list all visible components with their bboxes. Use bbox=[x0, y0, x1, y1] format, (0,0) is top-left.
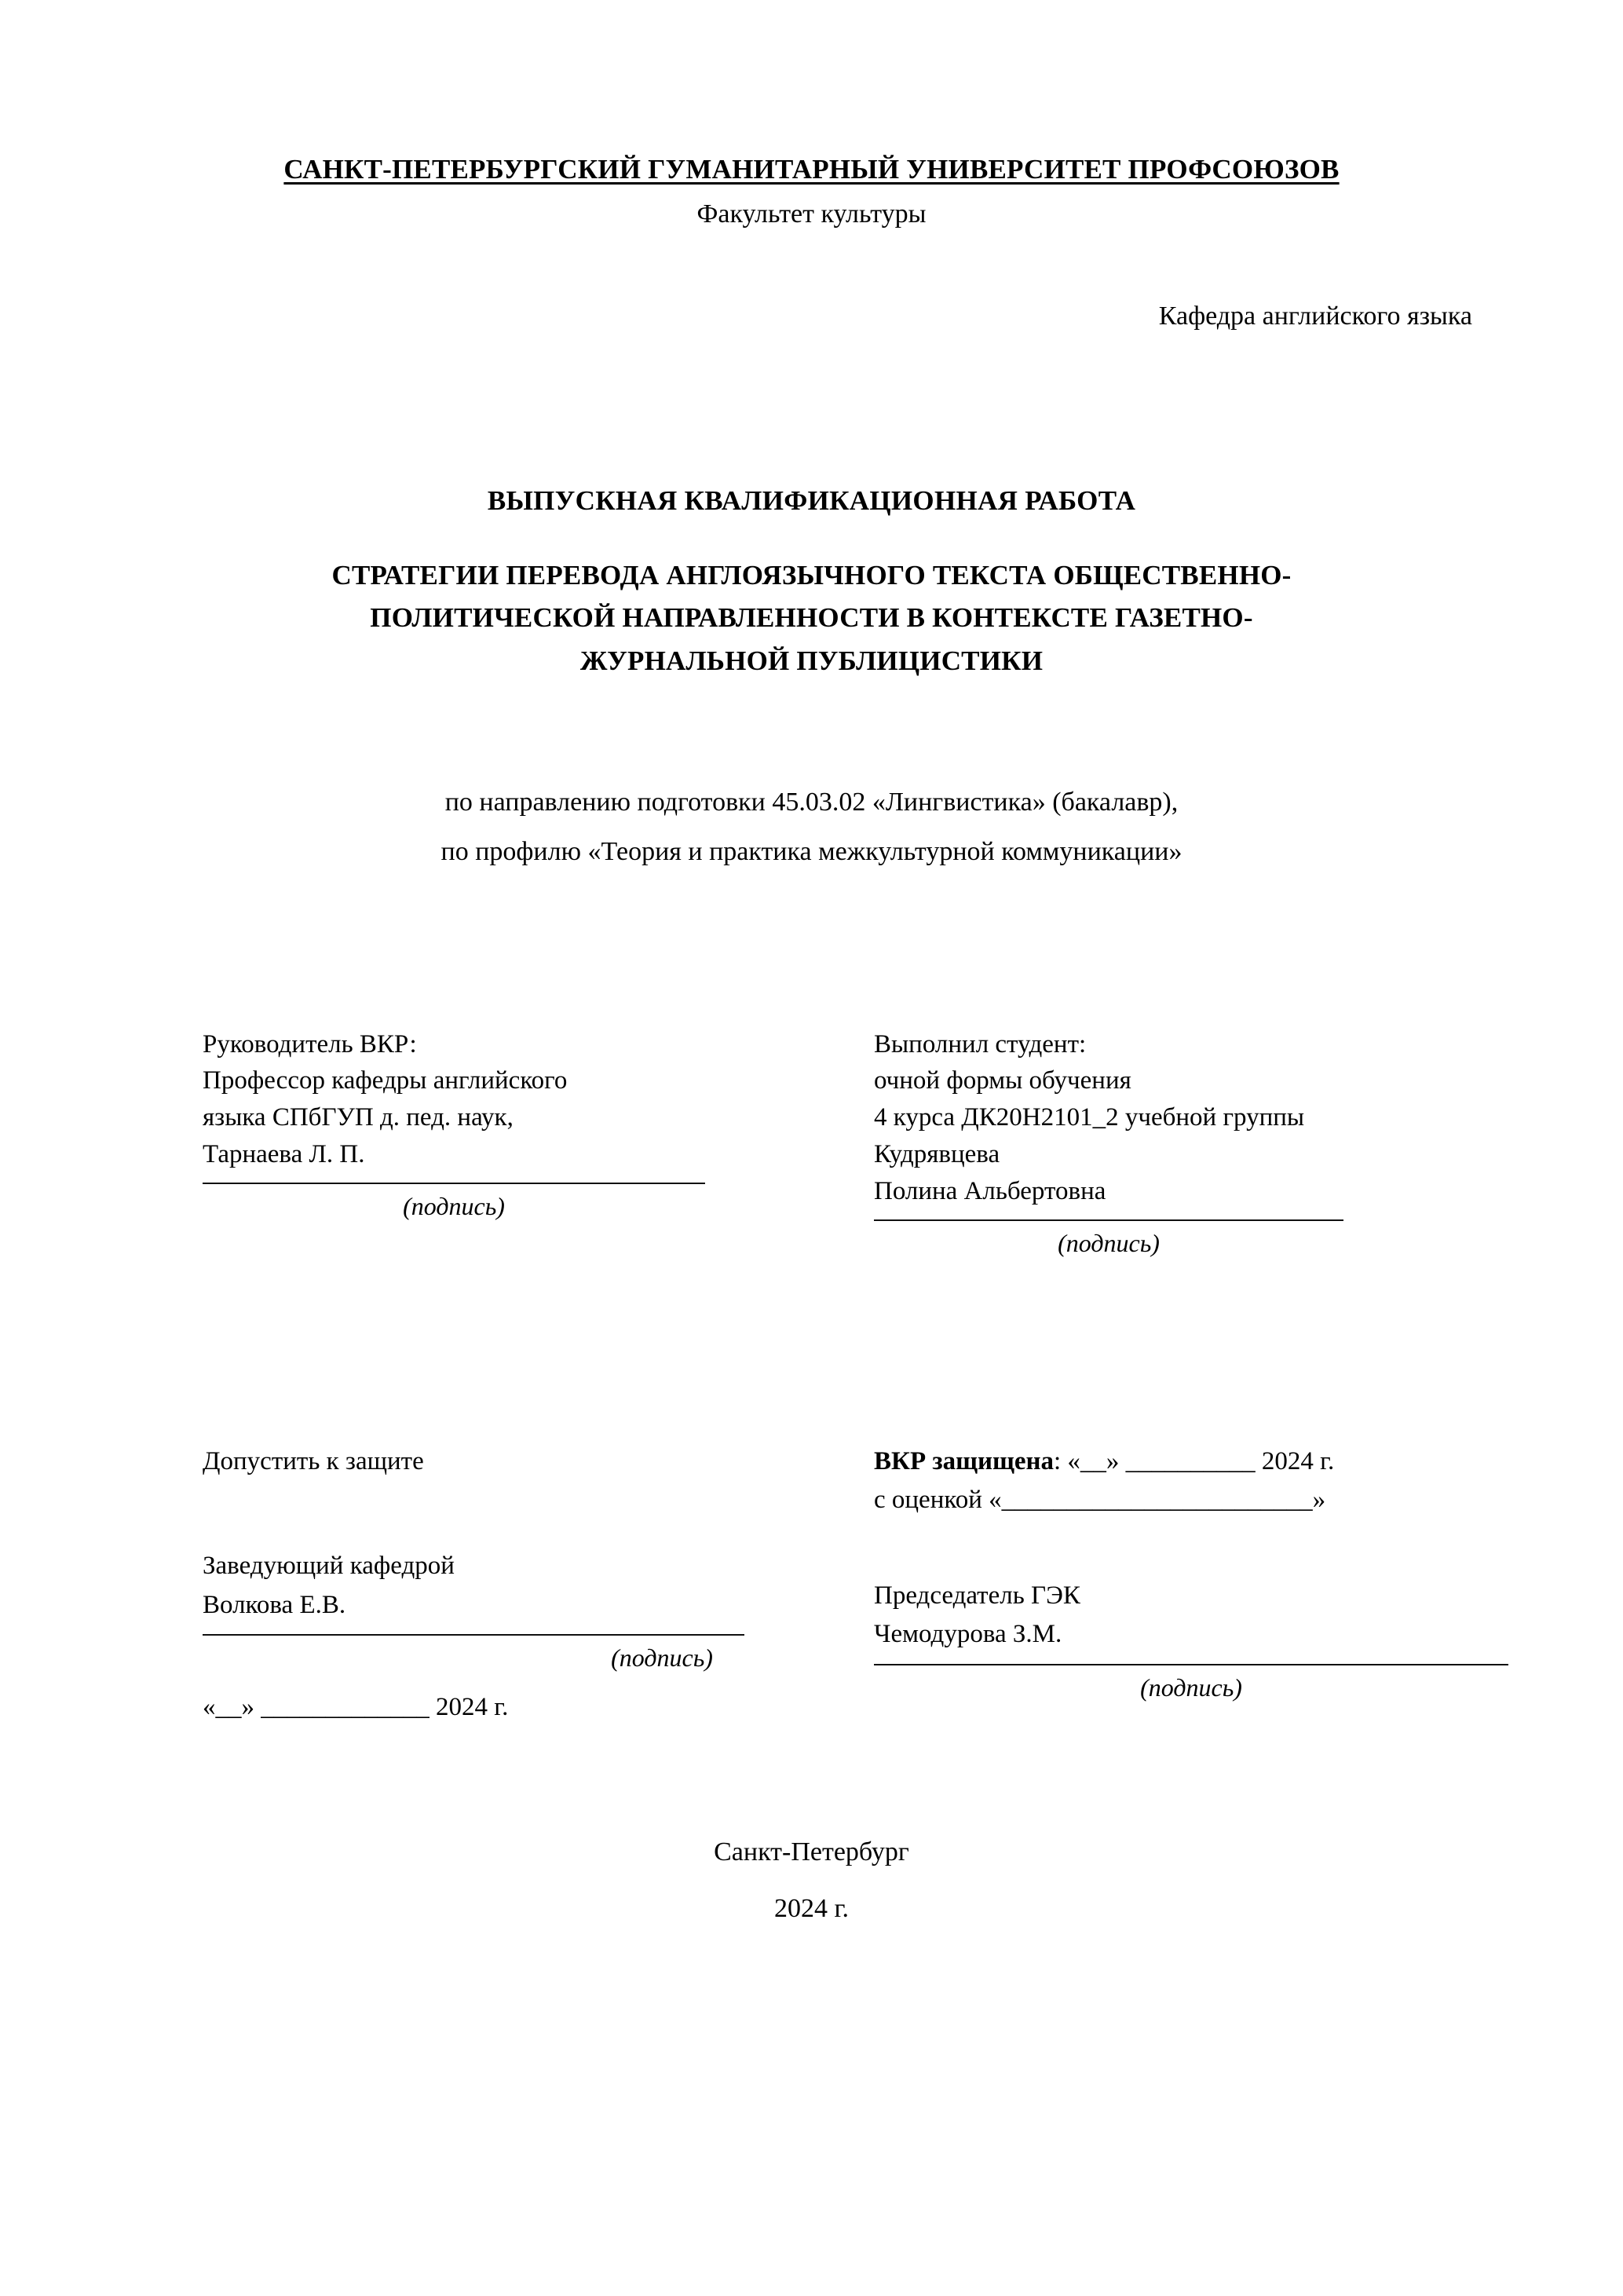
student-role: Выполнил студент: bbox=[874, 1029, 1087, 1058]
admission-date-line: «__» _____________ 2024 г. bbox=[203, 1693, 509, 1722]
student-signature-caption: (подпись) bbox=[1058, 1228, 1160, 1257]
defense-block bbox=[874, 1442, 1552, 1723]
supervisor-signature-caption: (подпись) bbox=[403, 1191, 505, 1220]
year: 2024 г. bbox=[773, 1893, 850, 1923]
department-head-role: Заведующий кафедрой bbox=[203, 1552, 455, 1581]
supervisor-role: Руководитель ВКР: bbox=[203, 1029, 417, 1058]
university-name: САНКТ-ПЕТЕРБУРГСКИЙ ГУМАНИТАРНЫЙ УНИВЕРСИТЕТ ПРОФСОЮЗОВ bbox=[283, 154, 1340, 185]
title-block bbox=[0, 485, 1623, 682]
work-title: СТРАТЕГИИ ПЕРЕВОДА АНГЛОЯЗЫЧНОГО ТЕКСТА ОБЩЕСТВЕННО-ПОЛИТИЧЕСКОЙ НАПРАВЛЕННОСТИ В КОНТЕКСТЕ ГАЗЕТНО-ЖУРНАЛЬНОЙ ПУБЛИЦИСТИКИ bbox=[331, 560, 1292, 676]
supervisor-block bbox=[203, 1026, 874, 1258]
document-header bbox=[0, 154, 1623, 331]
student-name: Полина Альбертовна bbox=[874, 1176, 1106, 1205]
defense-signature-caption: (подпись) bbox=[1140, 1673, 1242, 1702]
supervisor-name: Тарнаева Л. П. bbox=[203, 1140, 365, 1169]
defense-grade-line: с оценкой «________________________» bbox=[874, 1486, 1326, 1515]
defense-date-line bbox=[874, 1442, 1552, 1482]
signatures-row bbox=[0, 1026, 1623, 1258]
admission-signature-rule bbox=[203, 1634, 744, 1636]
student-signature-rule bbox=[874, 1219, 1343, 1221]
department-head-name: Волкова Е.В. bbox=[203, 1590, 346, 1619]
student-surname: Кудрявцева bbox=[874, 1140, 1000, 1169]
program-direction: по направлению подготовки 45.03.02 «Лингвистика» (бакалавр), bbox=[444, 787, 1179, 817]
defense-label-rest: : «__» __________ 2024 г. bbox=[1054, 1446, 1335, 1475]
supervisor-line-2: языка СПбГУП д. пед. наук, bbox=[203, 1103, 514, 1132]
work-type: ВЫПУСКНАЯ КВАЛИФИКАЦИОННАЯ РАБОТА bbox=[487, 485, 1136, 516]
admission-signature-caption: (подпись) bbox=[611, 1643, 713, 1673]
defense-signature-rule bbox=[874, 1664, 1508, 1665]
bottom-row bbox=[0, 1442, 1623, 1723]
program-block bbox=[0, 778, 1623, 877]
department-name: Кафедра английского языка bbox=[1158, 302, 1472, 331]
supervisor-line-1: Профессор кафедры английского bbox=[203, 1066, 568, 1095]
student-block bbox=[874, 1026, 1529, 1258]
student-line-2: 4 курса ДК20Н2101_2 учебной группы bbox=[874, 1103, 1305, 1132]
gek-chair-role: Председатель ГЭК bbox=[874, 1581, 1080, 1610]
supervisor-signature-rule bbox=[203, 1183, 705, 1184]
student-line-1: очной формы обучения bbox=[874, 1066, 1131, 1095]
document-footer bbox=[0, 1824, 1623, 1936]
gek-chair-name: Чемодурова З.М. bbox=[874, 1620, 1062, 1649]
admission-heading: Допустить к защите bbox=[203, 1446, 424, 1475]
city: Санкт-Петербург bbox=[714, 1837, 909, 1867]
university-name-wrapper bbox=[0, 154, 1623, 185]
program-profile: по профилю «Теория и практика межкультурной коммуникации» bbox=[440, 836, 1183, 866]
admission-block bbox=[203, 1442, 874, 1723]
defense-label: ВКР защищена bbox=[874, 1446, 1055, 1475]
faculty-name: Факультет культуры bbox=[696, 199, 927, 229]
